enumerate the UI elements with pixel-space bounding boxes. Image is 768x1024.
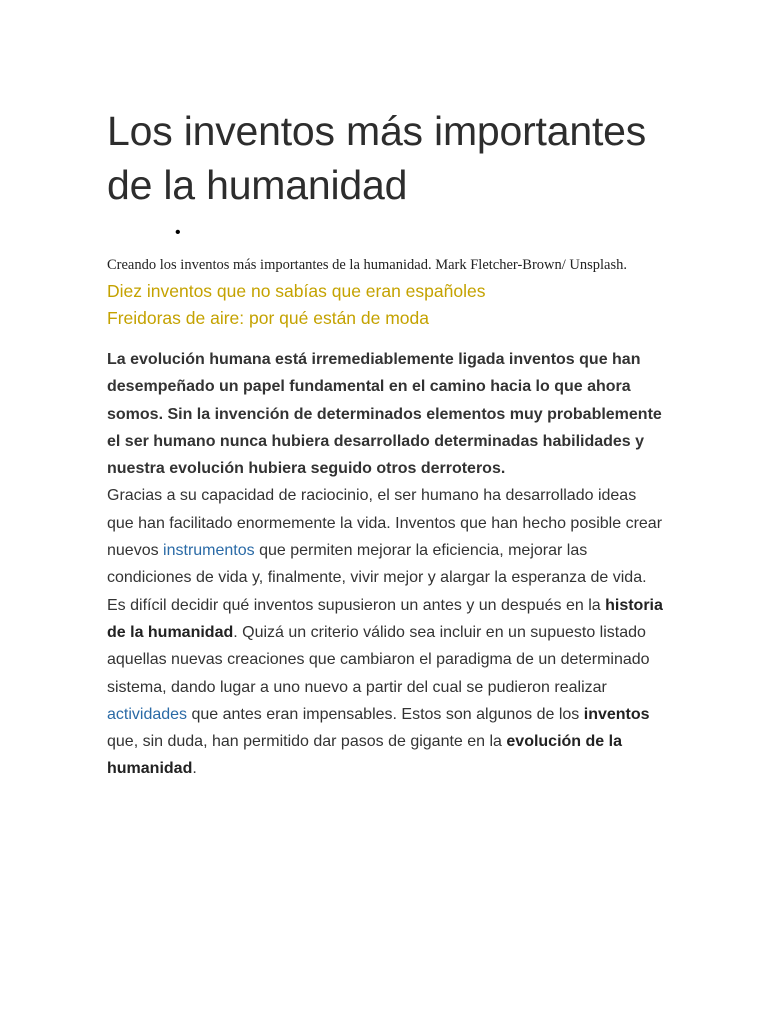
image-caption: Creando los inventos más importantes de la humanidad. Mark Fletcher-Brown/ Unsplash. [107, 257, 627, 273]
p2-bold-evolucion: evolución de la humanidad [107, 733, 622, 778]
p2-text-3: que antes eran impensables. Estos son algunos de los [187, 705, 584, 723]
related-links [107, 278, 667, 332]
p2-text-2: . Quizá un criterio válido sea incluir en un supuesto listado aquellas nuevas creaciones que cambiaron el paradigma de un determinado sistema, dando lugar a uno nuevo a partir del cual se pudieron realizar [107, 623, 650, 696]
article [107, 104, 667, 783]
p2-bold-inventos: inventos [583, 705, 650, 723]
instrumentos-link[interactable]: instrumentos [163, 542, 255, 560]
p1-text-after: que permiten mejorar la eficiencia, mejorar las condiciones de vida y, finalmente, vivir mejor y alargar la esperanza de vida. [107, 542, 647, 587]
p2-text-1: Es difícil decidir qué inventos supusieron un antes y un después en la [107, 596, 606, 614]
body-paragraph-2 [107, 592, 667, 783]
p2-bold-historia: historia de la humanidad [107, 596, 663, 641]
p1-text-before: Gracias a su capacidad de raciocinio, el ser humano ha desarrollado ideas que han facilitado enormemente la vida. Inventos que han hecho posible crear nuevos [107, 487, 663, 560]
related-link-1[interactable]: Diez inventos que no sabías que eran españoles [107, 281, 486, 301]
bullet-dot: • [175, 224, 181, 241]
page-title: Los inventos más importantes de la humanidad [107, 108, 647, 208]
p2-text-5: . [192, 760, 197, 778]
actividades-link[interactable]: actividades [107, 705, 188, 723]
related-link-2[interactable]: Freidoras de aire: por qué están de moda [107, 308, 429, 328]
body-paragraph-1 [107, 482, 667, 591]
bullet-row [107, 212, 667, 256]
lead-paragraph: La evolución humana está irremediablemente ligada inventos que han desempeñado un papel fundamental en el camino hacia lo que ahora somos. Sin la invención de determinados elementos muy probablemente el ser humano nunca hubiera desarrollado determinadas habilidades y nuestra evolución hubiera seguido otros derroteros. [107, 351, 662, 478]
p2-text-4: que, sin duda, han permitido dar pasos de gigante en la [107, 733, 507, 751]
